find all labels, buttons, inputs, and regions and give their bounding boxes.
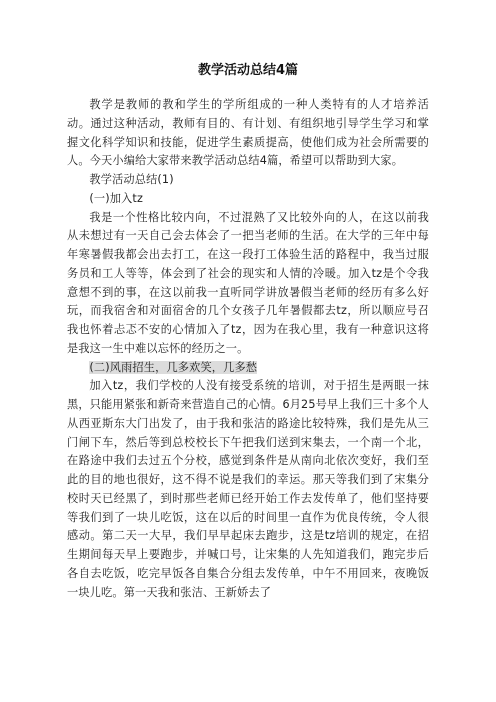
document-body <box>67 96 429 602</box>
subsection-heading-text: (一)加入tz <box>89 191 143 205</box>
intro-paragraph: 教学是教师的教和学生的学所组成的一种人类特有的人才培养活动。通过这种活动，教师有目的、有计划、有组织地引导学生学习和掌握文化科学知识和技能，促进学生素质提高，使他们成为社会所需要的人。今天小编给大家带来教学活动总结4篇，希望可以帮助到大家。 <box>67 98 429 168</box>
subsection-heading-highlighted <box>67 359 429 378</box>
body-paragraph: 我是一个性格比较内向，不过混熟了又比较外向的人，在这以前我从未想过有一天自己会去体会了一把当老师的生活。在大学的三年中每年寒暑假我都会出去打工，在这一段打工体验生活的路程中，我当过服务员和工人等等，体会到了社会的现实和人情的冷暖。加入tz是个令我意想不到的事，在这以前我一直听同学讲放暑假当老师的经历有多么好玩，而我宿舍和对面宿舍的几个女孩子几年暑假都去tz，所以顺应号召我也怀着忐忑不安的心情加入了tz，因为在我心里，我有一种意识这将是我这一生中难以忘怀的经历之一。 <box>67 210 429 355</box>
section-title: 教学活动总结(1) <box>89 173 174 186</box>
subsection-heading <box>67 190 429 209</box>
body-paragraph: 加入tz，我们学校的人没有接受系统的培训，对于招生是两眼一抹黑，只能用紧张和新奇来营造自己的心情。6月25号早上我们三十多个人从西亚斯东大门出发了，由于我和张洁的路途比较特殊，我们是先从三门闸下车，然后等到总校校长下午把我们送到宋集去，一个南一个北，在路途中我们去过五个分校，感觉到条件是从南向北依次变好，我们至此的目的地也很好，这不得不说是我们的幸运。那天等我们到了宋集分校时天已经黑了，到时那些老师已经开始工作去发传单了，他们坚持要等我们到了一块儿吃饭，这在以后的时间里一直作为优良传统，令人很感动。第二天一大早，我们早早起床去跑步，这是tz培训的规定，在招生期间每天早上要跑步，并喊口号，让宋集的人先知道我们，跑完步后各自去吃饭，吃完早饭各自集合分组去发传单，中午不用回来，夜晚饭一块儿吃。第一天我和张洁、王新娇去了 <box>67 379 429 599</box>
subsection-heading-text: (二)风雨招生，几多欢笑，几多愁 <box>89 360 258 374</box>
document-title: 教学活动总结4篇 <box>197 63 299 78</box>
